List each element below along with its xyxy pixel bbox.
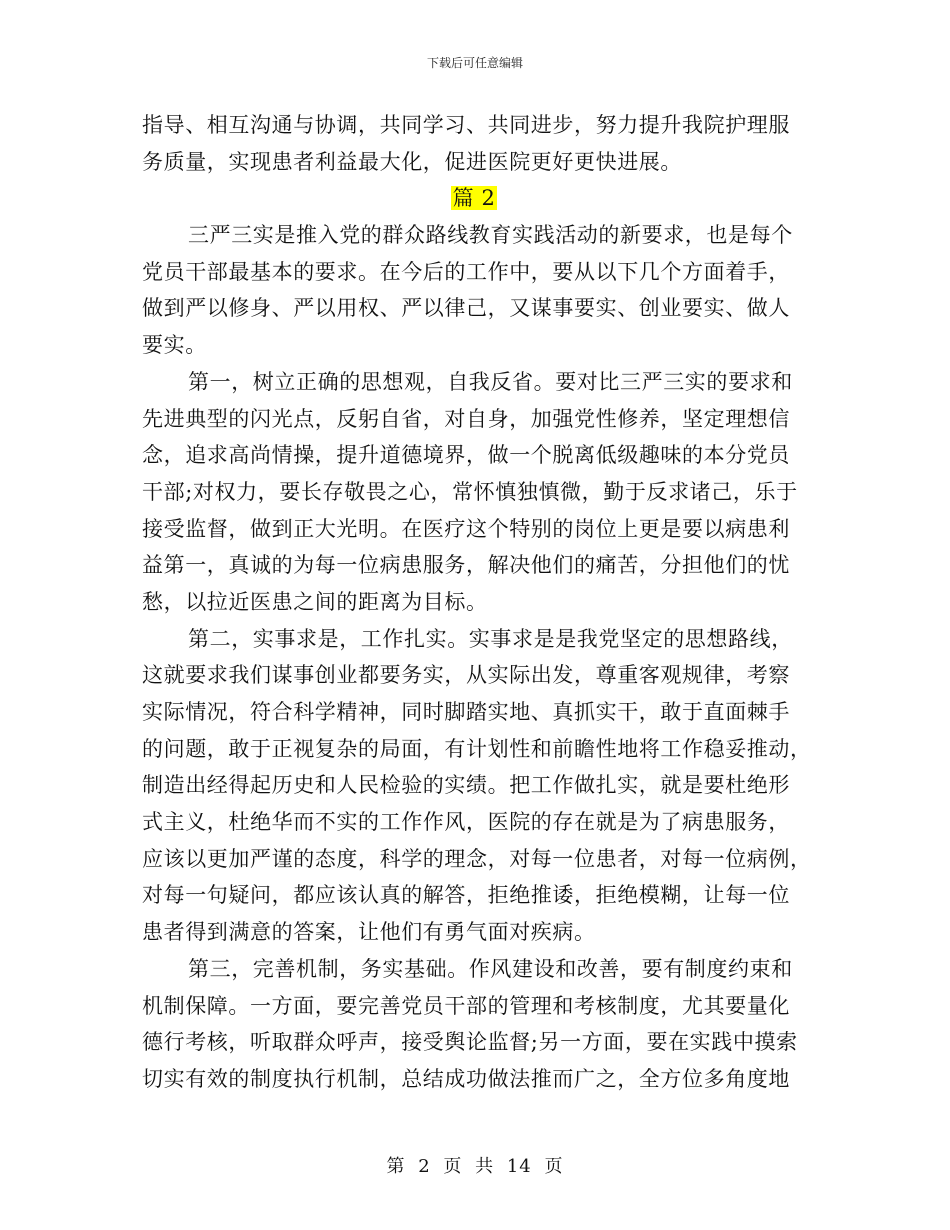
text-line: 的问题，敢于正视复杂的局面，有计划性和前瞻性地将工作稳妥推动， [142,736,812,761]
page-header: 下载后可任意编辑 [426,56,523,70]
text-line: 务质量，实现患者利益最大化，促进医院更好更快进展。 [142,149,682,174]
text-line: 制造出经得起历史和人民检验的实绩。把工作做扎实，就是要杜绝形 [142,773,790,798]
text-line: 干部;对权力，要长存敬畏之心，常怀慎独慎微，勤于反求诸己，乐于 [142,479,798,504]
text-line: 念，追求高尚情操，提升道德境界，做一个脱离低级趣味的本分党员 [142,443,790,468]
text-line: 三严三实是推入党的群众路线教育实践活动的新要求，也是每个 [188,223,793,248]
text-line: 患者得到满意的答案，让他们有勇气面对疾病。 [142,920,596,945]
page-footer: 第 2 页 共 14 页 [386,1156,564,1177]
text-line: 应该以更加严谨的态度，科学的理念，对每一位患者，对每一位病例， [142,846,812,871]
text-line: 对每一句疑问，都应该认真的解答，拒绝推诿，拒绝模糊，让每一位 [142,883,790,908]
text-line: 式主义，杜绝华而不实的工作作风，医院的存在就是为了病患服务， [142,810,790,835]
paragraph [142,217,806,364]
text-line: 德行考核，听取群众呼声，接受舆论监督;另一方面，要在实践中摸索 [142,1030,798,1055]
paragraph [142,951,806,1098]
text-line: 这就要求我们谋事创业都要务实，从实际出发，尊重客观规律，考察 [142,663,790,688]
paragraph [142,364,806,621]
text-line: 接受监督，做到正大光明。在医疗这个特别的岗位上更是要以病患利 [142,516,790,541]
text-line: 第一，树立正确的思想观，自我反省。要对比三严三实的要求和 [188,369,793,394]
text-line: 做到严以修身、严以用权、严以律己，又谋事要实、创业要实、做人 [142,296,790,321]
document-body [142,107,812,1098]
text-line: 党员干部最基本的要求。在今后的工作中，要从以下几个方面着手， [142,259,790,284]
text-line: 益第一，真诚的为每一位病患服务，解决他们的痛苦，分担他们的忧 [142,553,790,578]
section-title-row [142,180,806,217]
text-line: 先进典型的闪光点，反躬自省，对自身，加强党性修养，坚定理想信 [142,406,790,431]
text-line: 愁，以拉近医患之间的距离为目标。 [142,589,488,614]
text-line: 指导、相互沟通与协调，共同学习、共同进步，努力提升我院护理服 [142,113,790,137]
text-line: 机制保障。一方面，要完善党员干部的管理和考核制度，尤其要量化 [142,993,790,1018]
section-title: 篇 2 [452,186,496,211]
text-line: 要实。 [142,333,207,358]
text-line: 第二，实事求是，工作扎实。实事求是是我党坚定的思想路线， [188,626,793,651]
text-line: 切实有效的制度执行机制，总结成功做法推而广之，全方位多角度地 [142,1066,790,1091]
text-line: 实际情况，符合科学精神，同时脚踏实地、真抓实干，敢于直面棘手 [142,700,790,724]
paragraph [142,621,812,951]
text-line: 第三，完善机制，务实基础。作风建设和改善，要有制度约束和 [188,956,793,981]
